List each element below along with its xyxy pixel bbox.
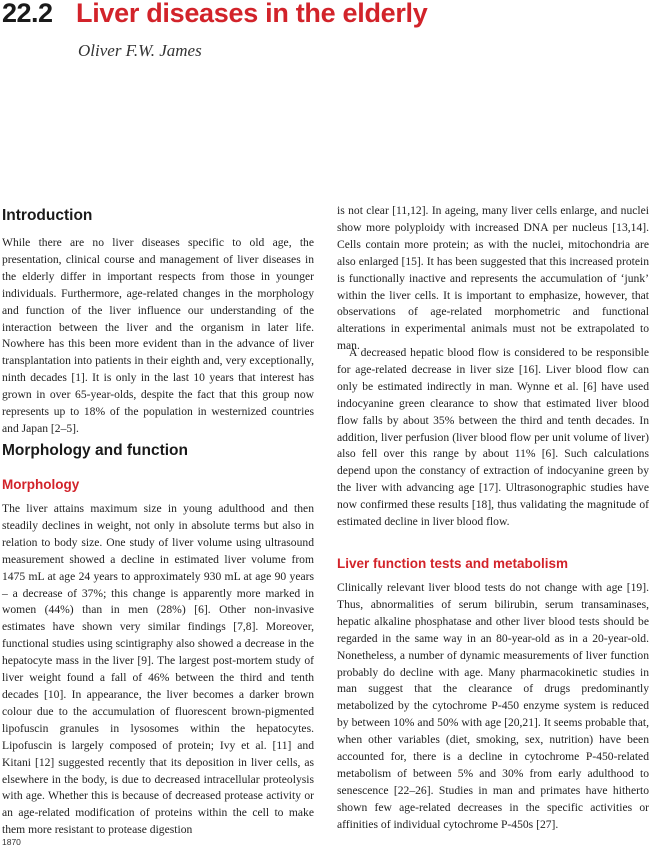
subsection-heading-morphology: Morphology xyxy=(2,477,80,492)
morphology-paragraph-1: The liver attains maximum size in young adulthood and then steadily declines in weight, not only in absolute terms but also in relation to body size. One study of liver volume using ultrasound measurement showed a decline in estimated liver volume from 1475 mL at age 24 years to approximately 930 mL at age 90 years – a decrease of 37%; this change is apparently more marked in women (44%) than in men (28%) [6]. Other non-invasive estimates have shown very similar findings [7,8]. Moreover, functional studies using scintigraphy also showed a decrease in the hepatocyte mass in the liver [9]. The largest post-mortem study of liver weight found a fall of 46% between the third and tenth decades [10]. In appearance, the liver becomes a darker brown colour due to the accumulation of fluorescent brown-pigmented lipofuscin granules in lysosomes within the hepatocytes. Lipofuscin is largely composed of protein; Ivy et al. [11] and Kitani [12] suggested recently that its deposition in liver cells, as elsewhere in the body, is due to decreased intracellular proteolysis with age. Whether this is because of decreased protease activity or an age-related modification of proteins within the cell to make them more resistant to protease digestion xyxy=(2,502,314,837)
introduction-paragraph: While there are no liver diseases specific to old age, the presentation, clinical course and management of liver diseases in the elderly differ in important respects from those in younger individuals. Furthermore, age-related changes in the morphology and function of the liver influence our understanding of the interaction between the liver and the organism in later life. Nowhere has this been more evident than in the advance of liver transplantation into patients in their eighth and, very exceptionally, ninth decades [1]. It is only in the last 10 years that interest has grown in over 65-year-olds, despite the fact that this group now represents up to 18% of the population in westernized countries and Japan [2–5]. xyxy=(2,236,314,435)
page-number: 1870 xyxy=(2,837,21,847)
section-heading-morphology-function: Morphology and function xyxy=(2,442,188,459)
morphology-paragraph-2: is not clear [11,12]. In ageing, many liver cells enlarge, and nuclei show more polyploidy with increased DNA per nucleus [13,14]. Cells contain more protein; as with the nuclei, mitochondria are also enlarged [15]. It has been suggested that this increased protein is functionally inactive and represents the accumulation of ‘junk’ within the liver cells. It is important to emphasize, however, that observations of age-related morphometric and functional alterations in experimental animals must not be extrapolated to man. xyxy=(337,204,649,353)
chapter-title: Liver diseases in the elderly xyxy=(76,0,428,28)
chapter-number: 22.2 xyxy=(2,0,53,28)
section-heading-introduction: Introduction xyxy=(2,207,93,224)
chapter-author: Oliver F.W. James xyxy=(78,41,202,60)
liver-function-paragraph: Clinically relevant liver blood tests do not change with age [19]. Thus, abnormalities of serum bilirubin, serum transaminases, hepatic alkaline phosphatase and other liver blood tests should be regarded in the same way in an 80-year-old as in a 20-year-old. Nonetheless, a number of dynamic measurements of liver function probably do decline with age. Many pharmacokinetic studies in man suggest that the clearance of drugs predominantly metabolized by the cytochrome P-450 enzyme system is reduced by between 10% and 50% with age [20,21]. It seems probable that, when other variables (diet, smoking, sex, nutrition) have been accounted for, there is a decline in cytochrome P-450-related metabolism of between 5% and 30% from early adulthood to senescence [22–26]. Studies in man and primates have hitherto shown few age-related decreases in the specific activities or affinities of individual cytochrome P-450s [27]. xyxy=(337,581,649,831)
subsection-heading-liver-function: Liver function tests and metabolism xyxy=(337,556,569,571)
chapter-header xyxy=(0,0,650,75)
morphology-paragraph-3: A decreased hepatic blood flow is considered to be responsible for age-related decrease in liver size [16]. Liver blood flow can only be estimated indirectly in man. Wynne et al. [6] have used indocyanine green clearance to show that estimated liver blood flow falls by about 35% between the third and tenth decades. In addition, liver perfusion (liver blood flow per unit volume of liver) also fell over this range by about 11% [6]. Such calculations depend upon the constancy of extraction of indocyanine green by the liver with advancing age [17]. Ultrasonographic studies have now confirmed these results [18], thus validating the magnitude of estimated decline in liver blood flow. xyxy=(337,346,649,529)
